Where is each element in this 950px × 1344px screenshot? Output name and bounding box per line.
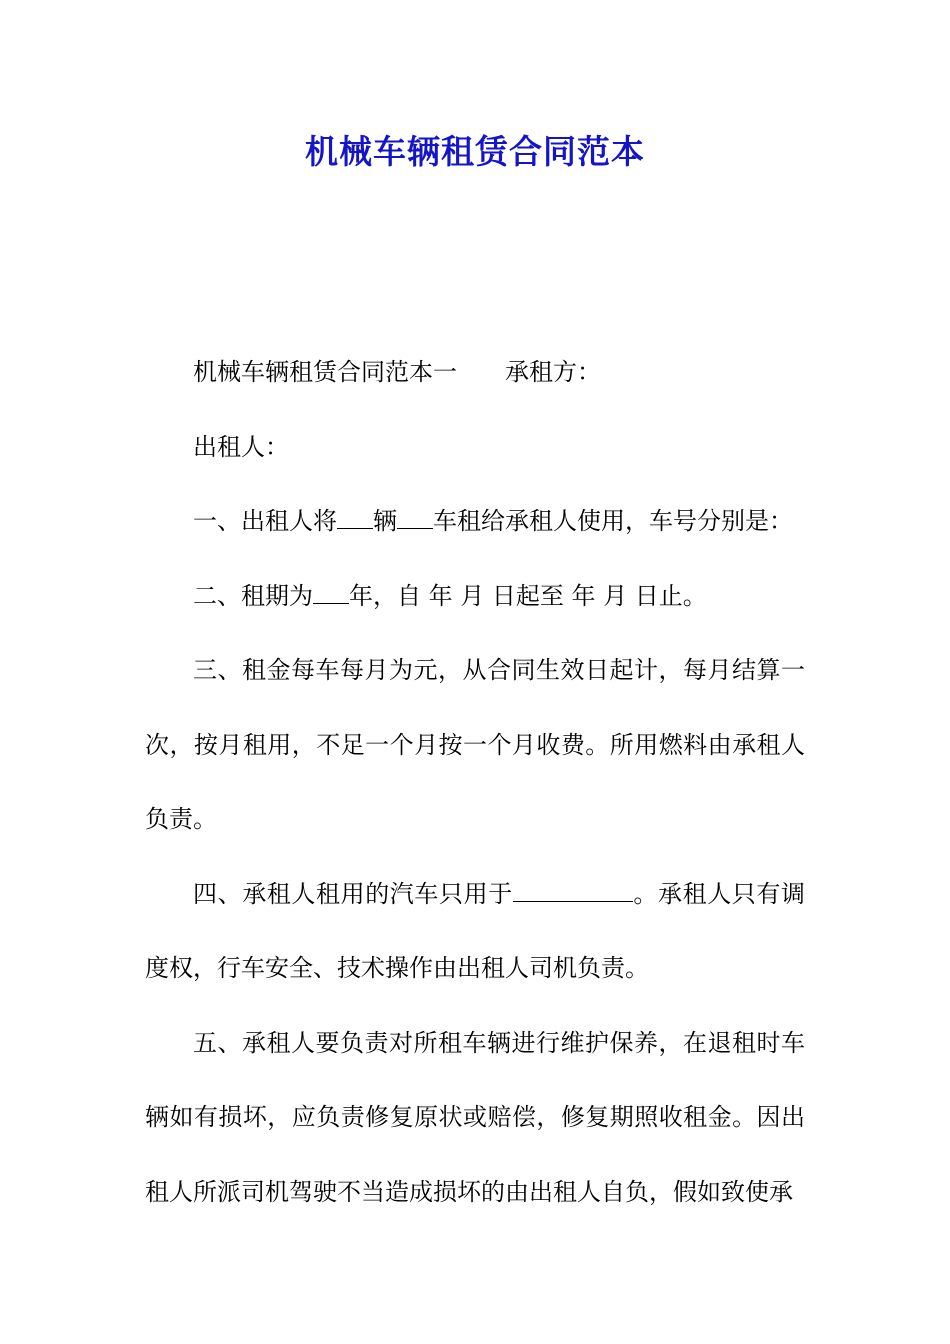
paragraph-clause-1	[145, 484, 805, 559]
clause-4-text-b: 。承租人只有调度权，行车安全、技术操作由出租人司机负责。	[145, 879, 806, 982]
paragraph-clause-5: 五、承租人要负责对所租车辆进行维护保养，在退租时车辆如有损坏，应负责修复原状或赔偿，修复期照收租金。因出租人所派司机驾驶不当造成损坏的由出租人自负，假如致使承	[145, 1028, 805, 1206]
paragraph-clause-2	[145, 559, 805, 634]
clause-4-text-a: 四、承租人租用的汽车只用于	[193, 879, 513, 908]
lessor-label: 出租人：	[193, 432, 289, 461]
paragraph-header	[145, 335, 805, 410]
blank-usage-purpose	[513, 875, 633, 901]
document-body	[145, 335, 805, 1229]
clause-1-text-b: 辆	[373, 507, 397, 535]
blank-vehicle-type	[397, 503, 433, 529]
blank-lease-years	[313, 577, 349, 603]
clause-2-text-a: 二、租期为	[193, 581, 313, 610]
document-title: 机械车辆租赁合同范本	[305, 132, 645, 171]
paragraph-clause-3: 三、租金每车每月为元，从合同生效日起计，每月结算一次，按月租用，不足一个月按一个月收费。所用燃料由承租人负责。	[145, 656, 805, 833]
contract-subtitle: 机械车辆租赁合同范本一	[193, 358, 457, 386]
blank-vehicle-count	[337, 503, 373, 529]
paragraph-clause-4	[145, 857, 805, 1006]
clause-1-text-a: 一、出租人将	[193, 507, 337, 535]
clause-2-text-b: 年，自 年 月 日起至 年 月 日止。	[349, 581, 707, 610]
clause-1-text-c: 车租给承租人使用，车号分别是：	[433, 507, 793, 535]
paragraph-lessor	[145, 410, 805, 485]
lessee-label: 承租方：	[505, 358, 601, 386]
